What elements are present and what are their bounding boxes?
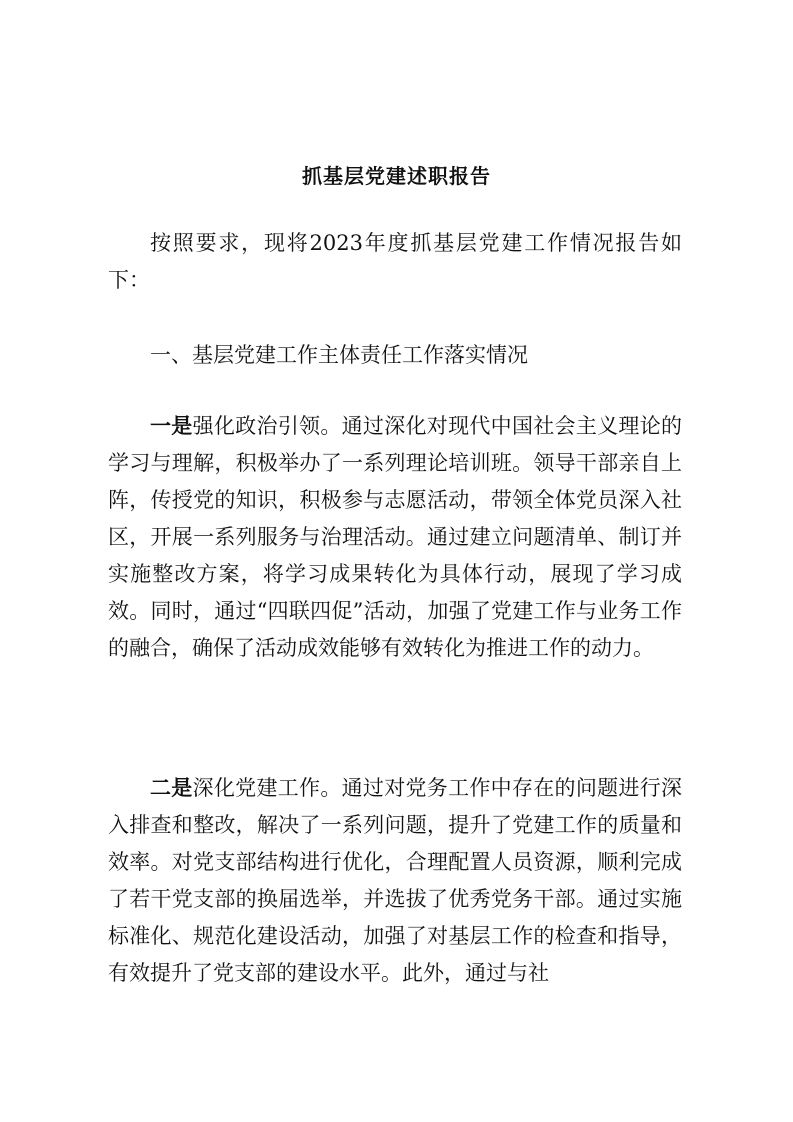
point-two-paragraph	[108, 769, 682, 992]
point-two-lead: 二是	[150, 775, 193, 800]
point-one-lead: 一是	[150, 413, 193, 438]
document-title: 抓基层党建述职报告	[302, 164, 491, 188]
point-two-text: 深化党建工作。通过对党务工作中存在的问题进行深入排查和整改，解决了一系列问题，提升了党建工作的质量和效率。对党支部结构进行优化，合理配置人员资源，顺利完成了若干党支部的换届选举，并选拔了优秀党务干部。通过实施标准化、规范化建设活动，加强了对基层工作的检查和指导，有效提升了党支部的建设水平。此外，通过与社	[108, 776, 683, 985]
section-heading: 一、基层党建工作主体责任工作落实情况	[150, 343, 528, 367]
point-one-text: 强化政治引领。通过深化对现代中国社会主义理论的学习与理解，积极举办了一系列理论培训班。领导干部亲自上阵，传授党的知识，积极参与志愿活动，带领全体党员深入社区，开展一系列服务与治理活动。通过建立问题清单、制订并实施整改方案，将学习成果转化为具体行动，展现了学习成效。同时，通过“四联四促”活动，加强了党建工作与业务工作的融合，确保了活动成效能够有效转化为推进工作的动力。	[108, 414, 683, 660]
point-one-paragraph	[108, 407, 682, 667]
intro-paragraph: 按照要求，现将2023年度抓基层党建工作情况报告如下：	[108, 231, 682, 292]
